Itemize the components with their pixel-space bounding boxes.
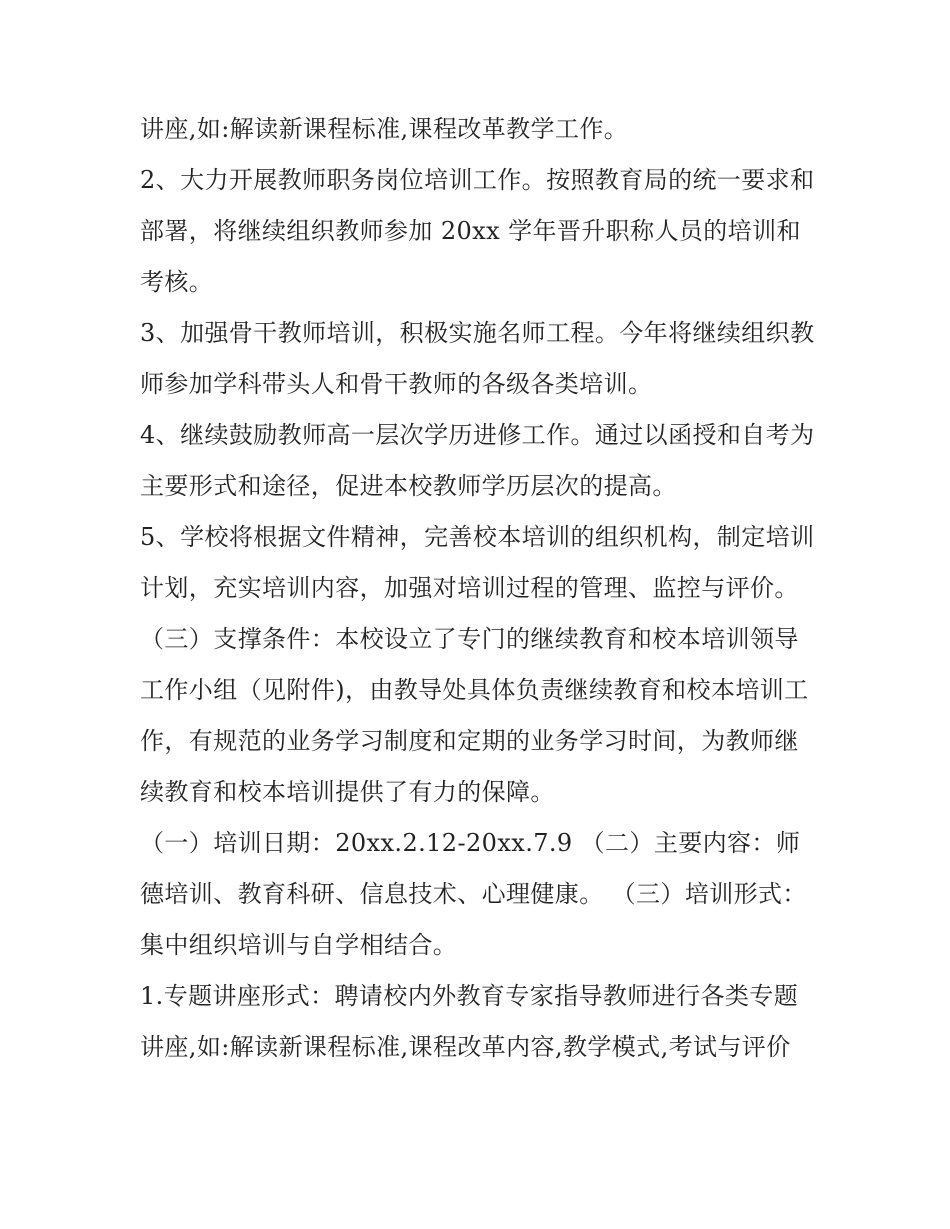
paragraph-item-2: 2、大力开展教师职务岗位培训工作。按照教育局的统一要求和部署，将继续组织教师参加 20xx 学年晋升职称人员的培训和考核。: [140, 166, 815, 296]
paragraph-support-conditions: （三）支撑条件：本校设立了专门的继续教育和校本培训领导工作小组（见附件)，由教导处具体负责继续教育和校本培训工作，有规范的业务学习制度和定期的业务学习时间，为教师继续教育和校本培训提供了有力的保障。: [140, 625, 809, 806]
paragraph-item-3: 3、加强骨干教师培训，积极实施名师工程。今年将继续组织教师参加学科带头人和骨干教师的各级各类培训。: [140, 319, 815, 398]
paragraph-item-5: 5、学校将根据文件精神，完善校本培训的组织机构，制定培训计划，充实培训内容，加强对培训过程的管理、监控与评价。: [140, 523, 815, 602]
paragraph-lecture-format: 1.专题讲座形式：聘请校内外教育专家指导教师进行各类专题讲座,如:解读新课程标准,课程改革内容,教学模式,考试与评价: [140, 982, 799, 1061]
paragraph-lecture-continuation: 讲座,如:解读新课程标准,课程改革教学工作。: [140, 115, 629, 143]
paragraph-item-4: 4、继续鼓励教师高一层次学历进修工作。通过以函授和自考为主要形式和途径，促进本校教师学历层次的提高。: [140, 421, 815, 500]
paragraph-training-schedule: （一）培训日期：20xx.2.12-20xx.7.9 （二）主要内容：师德培训、教育科研、信息技术、心理健康。 （三）培训形式：集中组织培训与自学相结合。: [140, 829, 807, 959]
document-body: [140, 104, 820, 1073]
